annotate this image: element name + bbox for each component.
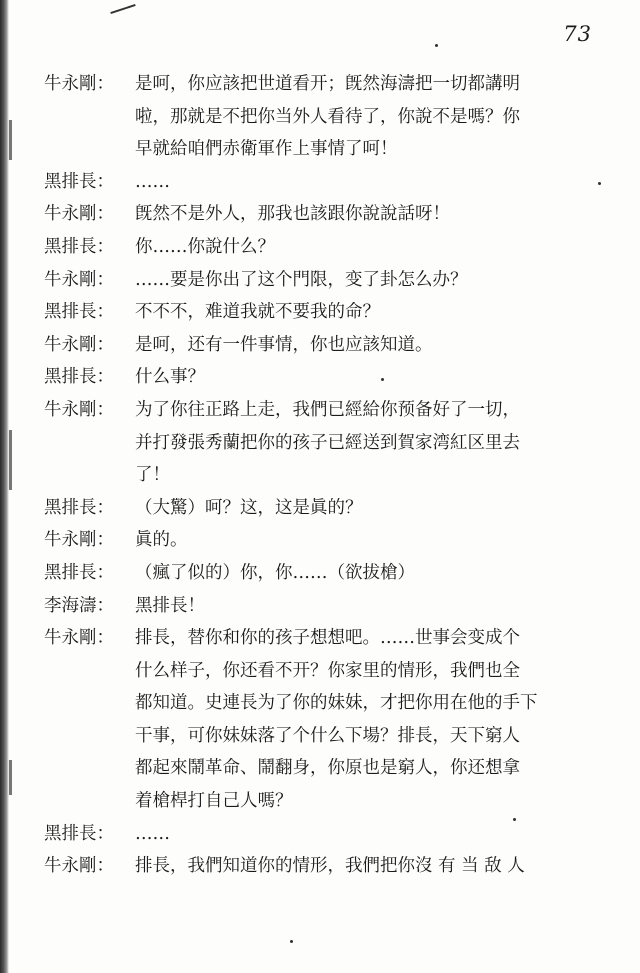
speaker-name: 牛永剛： <box>44 334 114 355</box>
speech-text <box>135 850 595 883</box>
speech-line: 不不不，难道我就不要我的命？ <box>135 302 380 323</box>
page-number: 73 <box>563 22 592 46</box>
binding-speck <box>9 430 12 490</box>
binding-speck <box>9 120 12 160</box>
speech-text <box>135 524 595 557</box>
script-body <box>44 68 604 883</box>
speech-text <box>135 361 595 394</box>
speech-text <box>135 818 595 851</box>
speech-line: 是呵，你应該把世道看开；旣然海濤把一切都講明 <box>135 74 520 94</box>
speech-line: （大驚）呵？这，这是眞的？ <box>135 497 363 518</box>
dialogue-entry <box>44 622 604 818</box>
dialogue-entry <box>44 231 604 264</box>
speech-line: （瘋了似的）你，你……（欲拔槍） <box>135 562 415 583</box>
dialogue-entry <box>44 524 604 557</box>
speech-line: 你……你說什么？ <box>135 236 275 257</box>
speech-line: ……要是你出了这个門限，变了卦怎么办？ <box>135 269 468 290</box>
speech-line: 啦，那就是不把你当外人看待了，你說不是嗎？你 <box>135 106 520 127</box>
speech-text <box>135 198 595 231</box>
speech-line: 着槍桿打自己人嗎？ <box>135 791 293 812</box>
speaker-name: 黑排長： <box>44 236 114 257</box>
speaker-name: 黑排長： <box>44 497 114 518</box>
speaker-name: 牛永剛： <box>44 856 114 877</box>
speech-line: 为了你往正路上走，我們已經給你预备好了一切， <box>135 399 520 420</box>
speech-line: …… <box>135 823 170 844</box>
binding-speck <box>9 760 12 795</box>
speech-text <box>135 590 595 623</box>
dialogue-entry <box>44 394 604 492</box>
speech-line: 黑排長！ <box>135 595 205 616</box>
dialogue-entry <box>44 329 604 362</box>
speech-text <box>135 492 595 525</box>
speaker-name: 牛永剛： <box>44 204 114 225</box>
speech-line: …… <box>135 171 170 192</box>
dialogue-entry <box>44 296 604 329</box>
speaker-name: 黑排長： <box>44 171 114 192</box>
speech-text <box>135 68 595 166</box>
speech-line: 什么样子，你还看不开？你家里的情形，我們也全 <box>135 660 520 681</box>
speaker-name: 牛永剛： <box>44 269 114 290</box>
speech-line: 都知道。史連長为了你的妹妹，才把你用在他的手下 <box>135 693 538 714</box>
speech-line: 都起來鬧革命、鬧翻身，你原也是窮人，你还想拿 <box>135 758 520 779</box>
speaker-name: 牛永剛： <box>44 628 114 649</box>
speech-text <box>135 166 595 199</box>
dialogue-entry <box>44 818 604 851</box>
speaker-name: 牛永剛： <box>44 530 114 551</box>
dialogue-entry <box>44 166 604 199</box>
speech-line: 旣然不是外人，那我也該跟你說說話呀！ <box>135 204 450 225</box>
speech-line: 早就給咱們赤衛軍作上事情了呵！ <box>135 139 398 160</box>
speech-text <box>135 264 595 297</box>
speech-line: 排長，替你和你的孩子想想吧。……世事会变成个 <box>135 628 520 649</box>
dialogue-entry <box>44 850 604 883</box>
ink-dot <box>435 44 438 47</box>
speaker-name: 黑排長： <box>44 823 114 844</box>
speech-line: 眞的。 <box>135 530 188 551</box>
ink-dot <box>290 940 293 943</box>
speech-line: 什么事？ <box>135 367 205 388</box>
speech-text <box>135 296 595 329</box>
binding-edge <box>0 0 9 973</box>
speech-text <box>135 231 595 264</box>
speech-text <box>135 394 595 492</box>
speaker-name: 黑排長： <box>44 562 114 583</box>
dialogue-entry <box>44 492 604 525</box>
speaker-name: 李海濤： <box>44 595 114 616</box>
speaker-name: 黑排長： <box>44 367 114 388</box>
dialogue-entry <box>44 68 604 166</box>
speech-text <box>135 557 595 590</box>
speaker-name: 牛永剛： <box>44 399 114 420</box>
dialogue-entry <box>44 361 604 394</box>
speech-text <box>135 329 595 362</box>
dialogue-entry <box>44 198 604 231</box>
ink-mark <box>110 4 135 14</box>
dialogue-entry <box>44 590 604 623</box>
speech-text <box>135 622 595 818</box>
speaker-name: 黑排長： <box>44 302 114 323</box>
speech-line: 干事，可你妹妹落了个什么下場？排長，天下窮人 <box>135 725 520 746</box>
speech-line: 是呵，还有一件事情，你也应該知道。 <box>135 334 433 355</box>
speech-line: 并打發張秀蘭把你的孩子已經送到賀家湾紅区里去 <box>135 432 520 453</box>
dialogue-entry <box>44 264 604 297</box>
speech-line: 了！ <box>135 465 170 486</box>
speech-line: 排長，我們知道你的情形，我們把你沒 有 当 敌 人 <box>135 856 525 877</box>
speaker-name: 牛永剛： <box>44 74 114 94</box>
dialogue-entry <box>44 557 604 590</box>
